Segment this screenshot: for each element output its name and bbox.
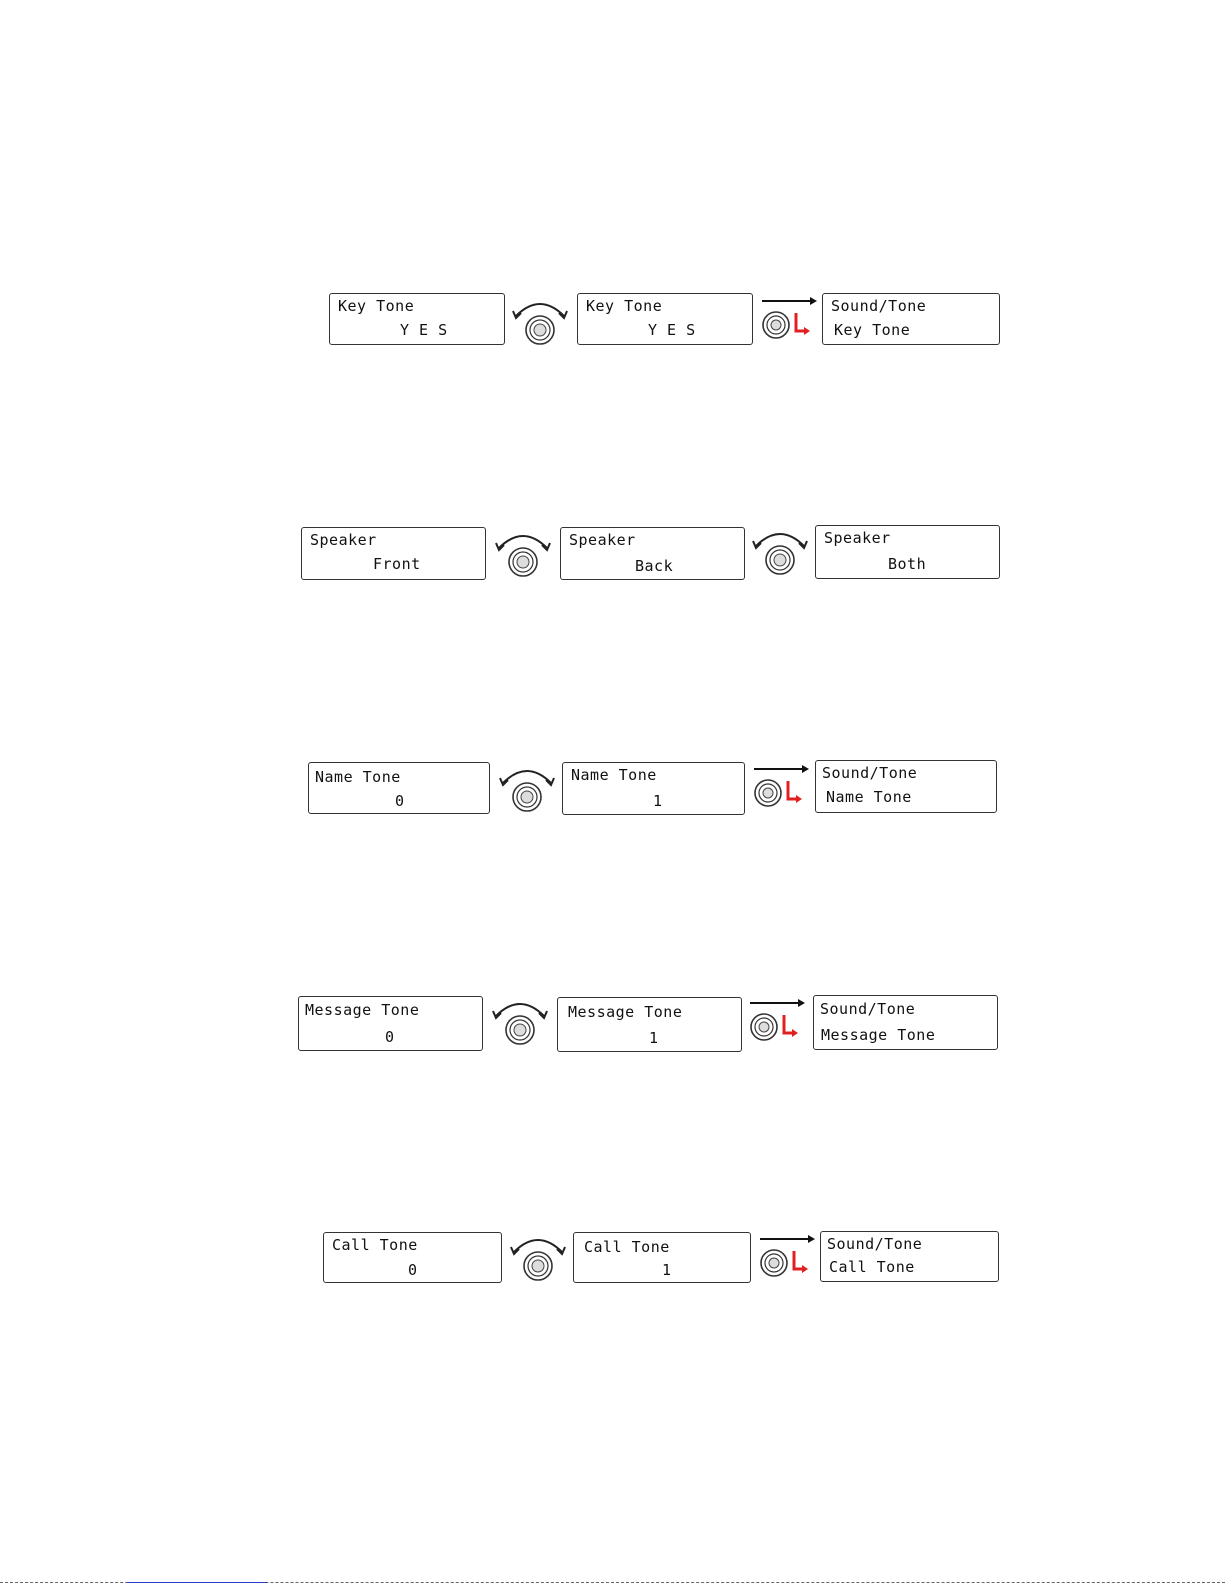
lcd-line-1: Key Tone <box>586 297 663 315</box>
lcd-line-2: 0 <box>385 1028 395 1046</box>
lcd-line-2: Key Tone <box>834 321 911 339</box>
lcd-sound-tone-call-tone <box>820 1231 999 1282</box>
press-enter-icon <box>752 763 810 809</box>
lcd-key-tone-selected <box>577 293 753 345</box>
footnote-separator <box>127 1582 267 1583</box>
lcd-line-1: Sound/Tone <box>822 764 918 782</box>
lcd-sound-tone-name-tone <box>815 760 997 813</box>
lcd-name-tone-1 <box>562 762 745 815</box>
lcd-sound-tone-key-tone <box>822 293 1000 345</box>
lcd-line-2: 1 <box>649 1029 659 1047</box>
lcd-line-1: Key Tone <box>338 297 415 315</box>
lcd-line-1: Sound/Tone <box>820 1000 916 1018</box>
lcd-line-2: Front <box>373 555 421 573</box>
lcd-line-1: Name Tone <box>315 768 401 786</box>
lcd-line-2: Call Tone <box>829 1258 915 1276</box>
lcd-message-tone-1 <box>557 997 742 1052</box>
lcd-line-1: Call Tone <box>332 1236 418 1254</box>
lcd-speaker-front <box>301 527 486 580</box>
lcd-line-2: Both <box>888 555 927 573</box>
lcd-name-tone-0 <box>308 762 490 814</box>
lcd-line-2: Y E S <box>648 321 696 339</box>
lcd-line-1: Message Tone <box>305 1001 420 1019</box>
rotate-knob-icon <box>512 298 568 348</box>
rotate-knob-icon <box>499 765 555 815</box>
lcd-line-1: Speaker <box>569 531 636 549</box>
rotate-knob-icon <box>752 528 808 578</box>
lcd-sound-tone-message-tone <box>813 995 998 1050</box>
lcd-line-2: 0 <box>408 1261 418 1279</box>
lcd-line-1: Speaker <box>824 529 891 547</box>
lcd-line-2: Y E S <box>400 321 448 339</box>
lcd-line-1: Name Tone <box>571 766 657 784</box>
rotate-knob-icon <box>492 998 548 1048</box>
lcd-line-1: Sound/Tone <box>827 1235 923 1253</box>
lcd-line-2: 0 <box>395 792 405 810</box>
rotate-knob-icon <box>510 1234 566 1284</box>
lcd-line-2: 1 <box>662 1261 672 1279</box>
lcd-line-1: Speaker <box>310 531 377 549</box>
lcd-line-2: 1 <box>653 792 663 810</box>
lcd-message-tone-0 <box>298 996 483 1051</box>
press-enter-icon <box>748 997 806 1043</box>
lcd-speaker-back <box>560 527 745 580</box>
lcd-speaker-both <box>815 525 1000 579</box>
lcd-call-tone-1 <box>573 1232 751 1283</box>
lcd-line-2: Message Tone <box>821 1026 936 1044</box>
lcd-line-1: Sound/Tone <box>831 297 927 315</box>
lcd-key-tone-initial <box>329 293 505 345</box>
lcd-line-2: Back <box>635 557 674 575</box>
lcd-line-1: Call Tone <box>584 1238 670 1256</box>
rotate-knob-icon <box>495 530 551 580</box>
press-enter-icon <box>758 1233 816 1279</box>
lcd-line-1: Message Tone <box>568 1003 683 1021</box>
lcd-call-tone-0 <box>323 1232 502 1283</box>
lcd-line-2: Name Tone <box>826 788 912 806</box>
press-enter-icon <box>760 295 818 341</box>
